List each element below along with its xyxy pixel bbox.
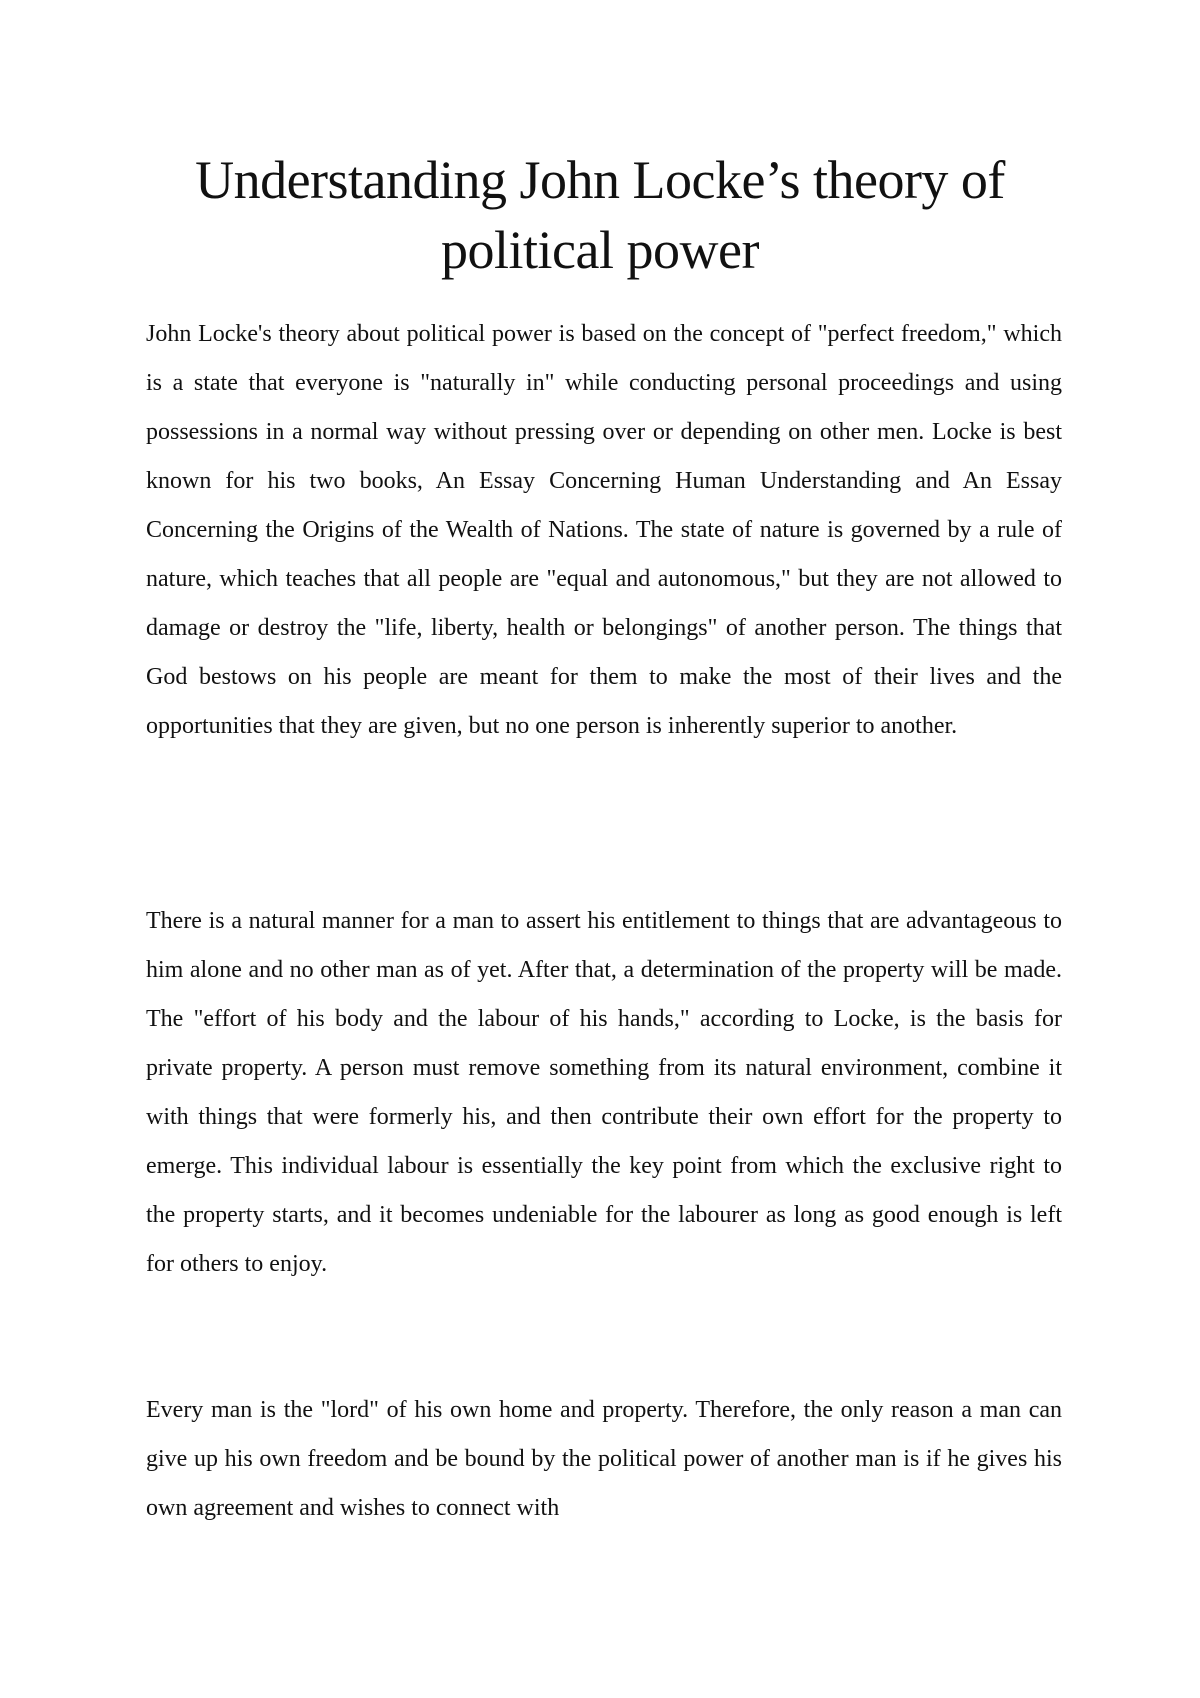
document-title: Understanding John Locke’s theory of political power bbox=[195, 150, 1005, 280]
body-paragraph-2: There is a natural manner for a man to assert his entitlement to things that are advantageous to him alone and no other man as of yet. After that, a determination of the property will be made. The "effort of his body and the labour of his hands," according to Locke, is the basis for private property. A person must remove something from its natural environment, combine it with things that were formerly his, and then contribute their own effort for the property to emerge. This individual labour is essentially the key point from which the exclusive right to the property starts, and it becomes undeniable for the labourer as long as good enough is left for others to enjoy. bbox=[146, 908, 1062, 1277]
body-paragraph-1: John Locke's theory about political power is based on the concept of "perfect freedom," which is a state that everyone is "naturally in" while conducting personal proceedings and using possessions in a normal way without pressing over or depending on other men. Locke is best known for his two books, An Essay Concerning Human Understanding and An Essay Concerning the Origins of the Wealth of Nations. The state of nature is governed by a rule of nature, which teaches that all people are "equal and autonomous," but they are not allowed to damage or destroy the "life, liberty, health or belongings" of another person. The things that God bestows on his people are meant for them to make the most of their lives and the opportunities that they are given, but no one person is inherently superior to another. bbox=[146, 321, 1062, 739]
body-paragraph-3: Every man is the "lord" of his own home and property. Therefore, the only reason a man can give up his own freedom and be bound by the political power of another man is if he gives his own agreement and wishes to connect with bbox=[146, 1397, 1062, 1521]
